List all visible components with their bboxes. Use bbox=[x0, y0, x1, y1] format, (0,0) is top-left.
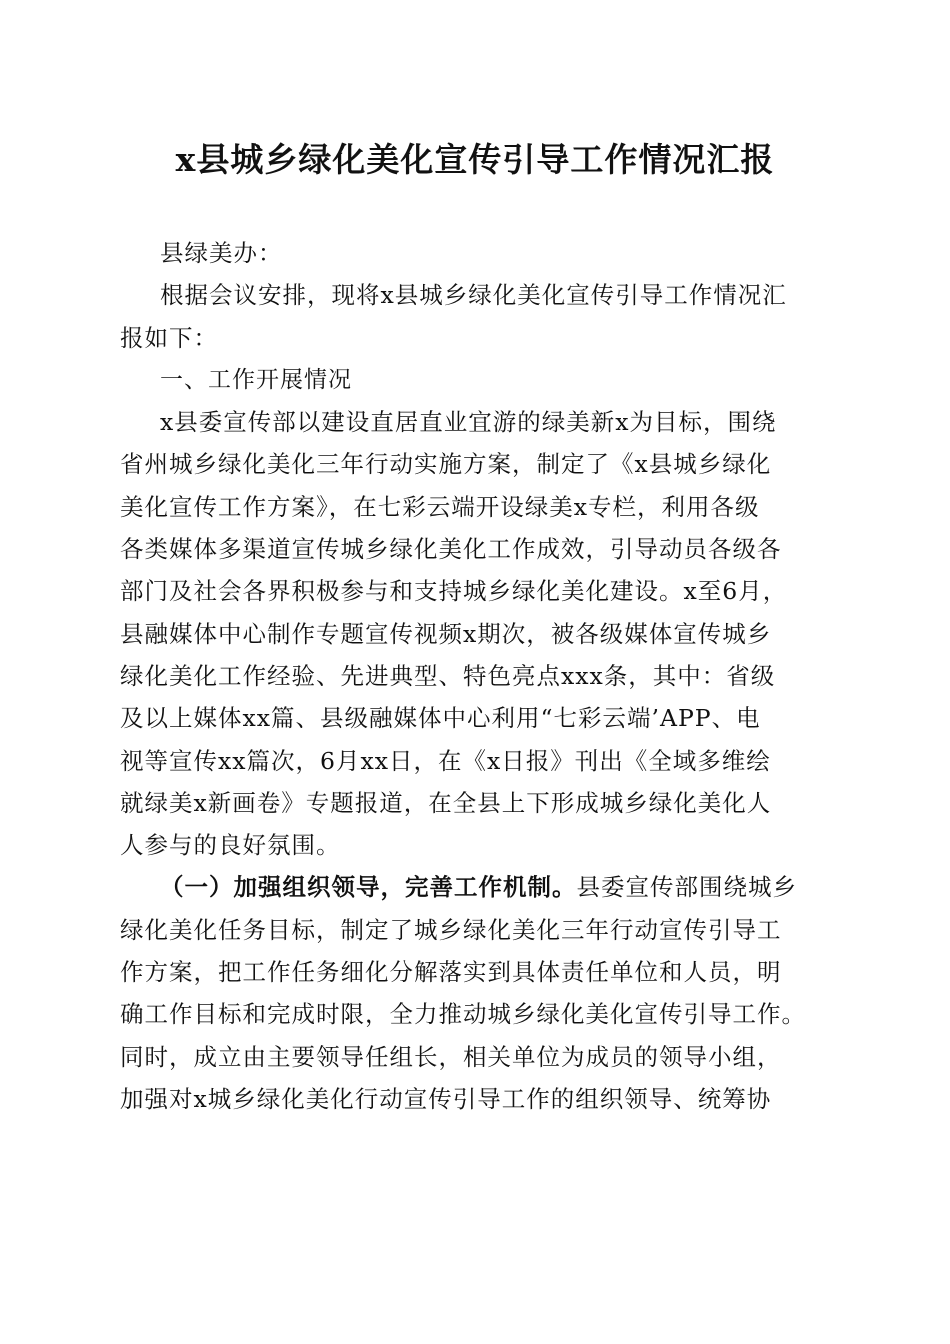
salutation: 县绿美办： bbox=[160, 239, 283, 267]
paragraph-line: 视等宣传xx篇次，6月xx日，在《x日报》刊出《全域多维绘 bbox=[120, 746, 771, 775]
paragraph-line: 人参与的良好氛围。 bbox=[120, 831, 341, 860]
subsection-text: 县委宣传部围绕城乡 bbox=[576, 873, 797, 902]
subsection-heading: （一）加强组织领导，完善工作机制。 bbox=[160, 873, 577, 902]
paragraph-line: 绿化美化任务目标，制定了城乡绿化美化三年行动宣传引导工 bbox=[120, 915, 782, 944]
paragraph-line: x县委宣传部以建设直居直业宜游的绿美新x为目标，围绕 bbox=[160, 408, 777, 437]
paragraph-line: 作方案，把工作任务细化分解落实到具体责任单位和人员，明 bbox=[120, 958, 782, 987]
document-title: x县城乡绿化美化宣传引导工作情况汇报 bbox=[175, 140, 775, 179]
document-body bbox=[120, 232, 840, 1120]
intro-line: 报如下： bbox=[120, 323, 218, 352]
intro-line: 根据会议安排，现将x县城乡绿化美化宣传引导工作情况汇 bbox=[160, 281, 787, 310]
paragraph-line: 美化宣传工作方案》，在七彩云端开设绿美x专栏，利用各级 bbox=[120, 492, 760, 521]
section-heading: 一、工作开展情况 bbox=[160, 366, 352, 393]
paragraph-line: 绿化美化工作经验、先进典型、特色亮点xxx条，其中：省级 bbox=[120, 661, 776, 690]
subsection-first-line bbox=[120, 866, 840, 908]
paragraph-line: 加强对x城乡绿化美化行动宣传引导工作的组织领导、统筹协 bbox=[120, 1084, 772, 1113]
paragraph-line: 同时，成立由主要领导任组长，相关单位为成员的领导小组， bbox=[120, 1042, 782, 1071]
paragraph-line: 省州城乡绿化美化三年行动实施方案，制定了《x县城乡绿化 bbox=[120, 450, 772, 479]
paragraph-line: 及以上媒体xx篇、县级融媒体中心利用“七彩云端’APP、电 bbox=[120, 704, 761, 733]
paragraph-line: 就绿美x新画卷》专题报道，在全县上下形成城乡绿化美化人 bbox=[120, 788, 772, 817]
paragraph-line: 部门及社会各界积极参与和支持城乡绿化美化建设。x至6月， bbox=[120, 577, 788, 606]
paragraph-line: 确工作目标和完成时限，全力推动城乡绿化美化宣传引导工作。 bbox=[120, 1000, 806, 1029]
paragraph-line: 各类媒体多渠道宣传城乡绿化美化工作成效，引导动员各级各 bbox=[120, 535, 782, 564]
paragraph-line: 县融媒体中心制作专题宣传视频x期次，被各级媒体宣传城乡 bbox=[120, 619, 772, 648]
